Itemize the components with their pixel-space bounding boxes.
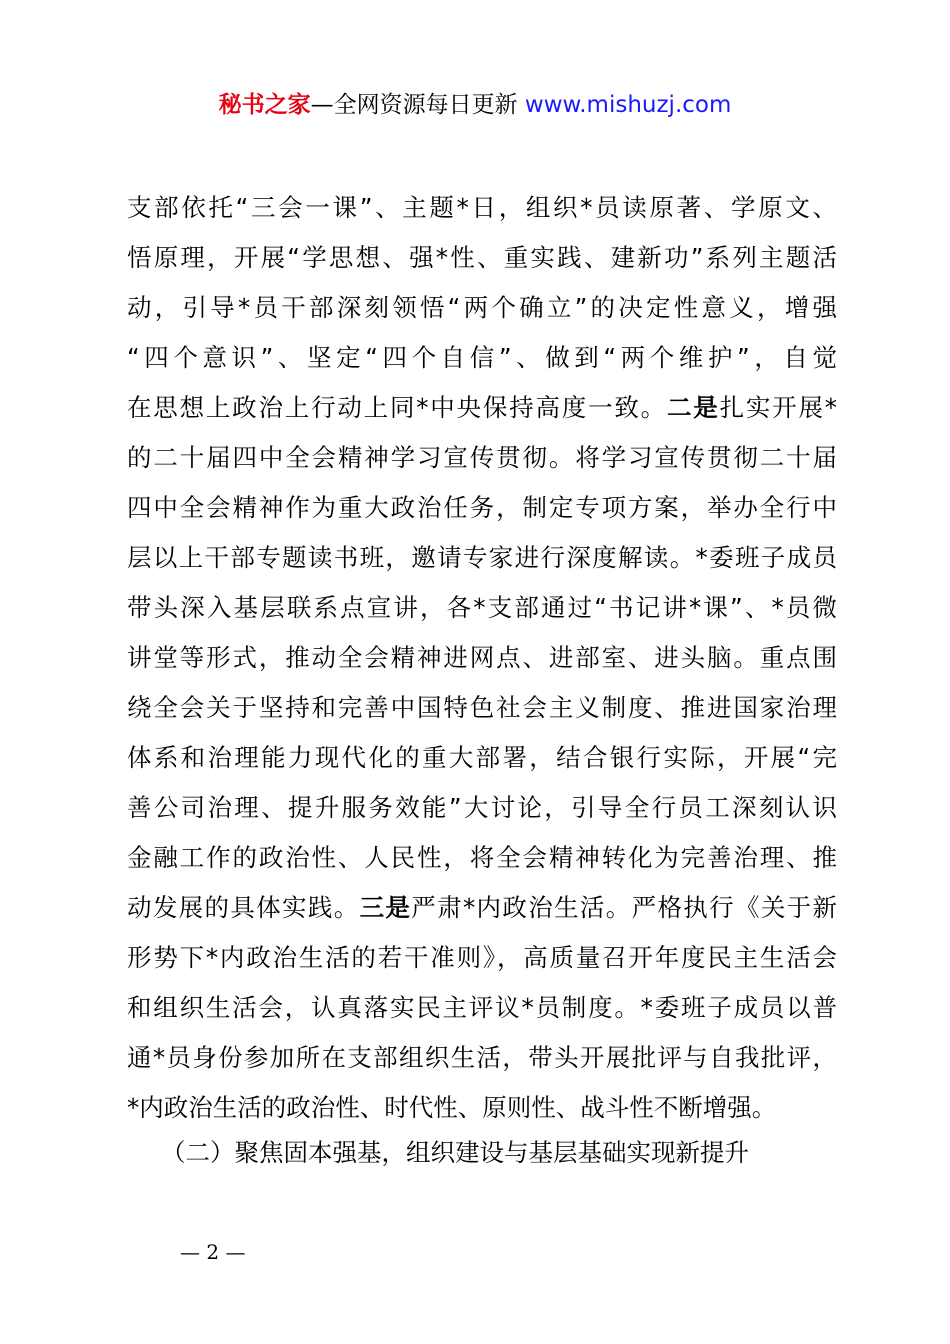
text-segment: 在思想上政治上行动上同*中央保持高度一致。 xyxy=(127,393,667,422)
text-line xyxy=(127,233,837,283)
text-segment: 绕全会关于坚持和完善中国特色社会主义制度、推进国家治理 xyxy=(127,693,837,722)
text-line xyxy=(127,783,837,833)
brand-name: 秘书之家 xyxy=(218,92,311,118)
text-segment: 形势下*内政治生活的若干准则》，高质量召开年度民主生活会 xyxy=(127,943,837,972)
text-line xyxy=(127,733,837,783)
text-line xyxy=(127,1083,837,1133)
header-tagline: —全网资源每日更新 xyxy=(310,92,525,118)
text-line xyxy=(127,333,837,383)
text-segment: 扎实开展* xyxy=(719,393,837,422)
text-line xyxy=(127,883,837,933)
text-segment: 金融工作的政治性、人民性，将全会精神转化为完善治理、推 xyxy=(127,843,837,872)
text-segment: 支部依托“三会一课”、主题*日，组织*员读原著、学原文、 xyxy=(127,193,837,222)
text-segment: *内政治生活的政治性、时代性、原则性、战斗性不断增强。 xyxy=(127,1093,777,1122)
text-line xyxy=(127,983,837,1033)
text-line xyxy=(127,683,837,733)
text-segment: 悟原理，开展“学思想、强*性、重实践、建新功”系列主题活 xyxy=(127,243,837,272)
text-segment: “四个意识”、坚定“四个自信”、做到“两个维护”，自觉 xyxy=(127,343,837,372)
text-line xyxy=(127,633,837,683)
text-segment: 和组织生活会，认真落实民主评议*员制度。*委班子成员以普 xyxy=(127,993,837,1022)
text-line xyxy=(127,583,837,633)
text-segment: 的二十届四中全会精神学习宣传贯彻。将学习宣传贯彻二十届 xyxy=(127,443,837,472)
text-line xyxy=(127,283,837,333)
text-segment: 通*员身份参加所在支部组织生活，带头开展批评与自我批评， xyxy=(127,1043,837,1072)
body-paragraph xyxy=(127,183,837,1133)
emphasis-marker: 二是 xyxy=(666,393,720,422)
text-line xyxy=(127,933,837,983)
section-heading: （二）聚焦固本强基，组织建设与基层基础实现新提升 xyxy=(161,1138,749,1167)
site-header xyxy=(0,88,950,122)
text-segment: 善公司治理、提升服务效能”大讨论，引导全行员工深刻认识 xyxy=(127,793,837,822)
site-url-link[interactable]: www.mishuzj.com xyxy=(524,92,732,118)
text-line xyxy=(127,433,837,483)
text-segment: 四中全会精神作为重大政治任务，制定专项方案，举办全行中 xyxy=(127,493,837,522)
text-segment: 讲堂等形式，推动全会精神进网点、进部室、进头脑。重点围 xyxy=(127,643,837,672)
page-number: — 2 — xyxy=(180,1240,246,1264)
text-line xyxy=(127,533,837,583)
text-line xyxy=(127,483,837,533)
text-line xyxy=(127,1033,837,1083)
text-segment: 层以上干部专题读书班，邀请专家进行深度解读。*委班子成员 xyxy=(127,543,837,572)
text-segment: 带头深入基层联系点宣讲，各*支部通过“书记讲*课”、*员微 xyxy=(127,593,837,622)
text-line xyxy=(127,833,837,883)
text-line xyxy=(127,183,837,233)
text-segment: 动发展的具体实践。 xyxy=(127,893,360,922)
emphasis-marker: 三是 xyxy=(359,893,412,922)
text-segment: 严肃*内政治生活。严格执行《关于新 xyxy=(411,893,837,922)
text-segment: 体系和治理能力现代化的重大部署，结合银行实际，开展“完 xyxy=(127,743,837,772)
text-segment: 动，引导*员干部深刻领悟“两个确立”的决定性意义，增强 xyxy=(127,293,837,322)
text-line xyxy=(127,383,837,433)
